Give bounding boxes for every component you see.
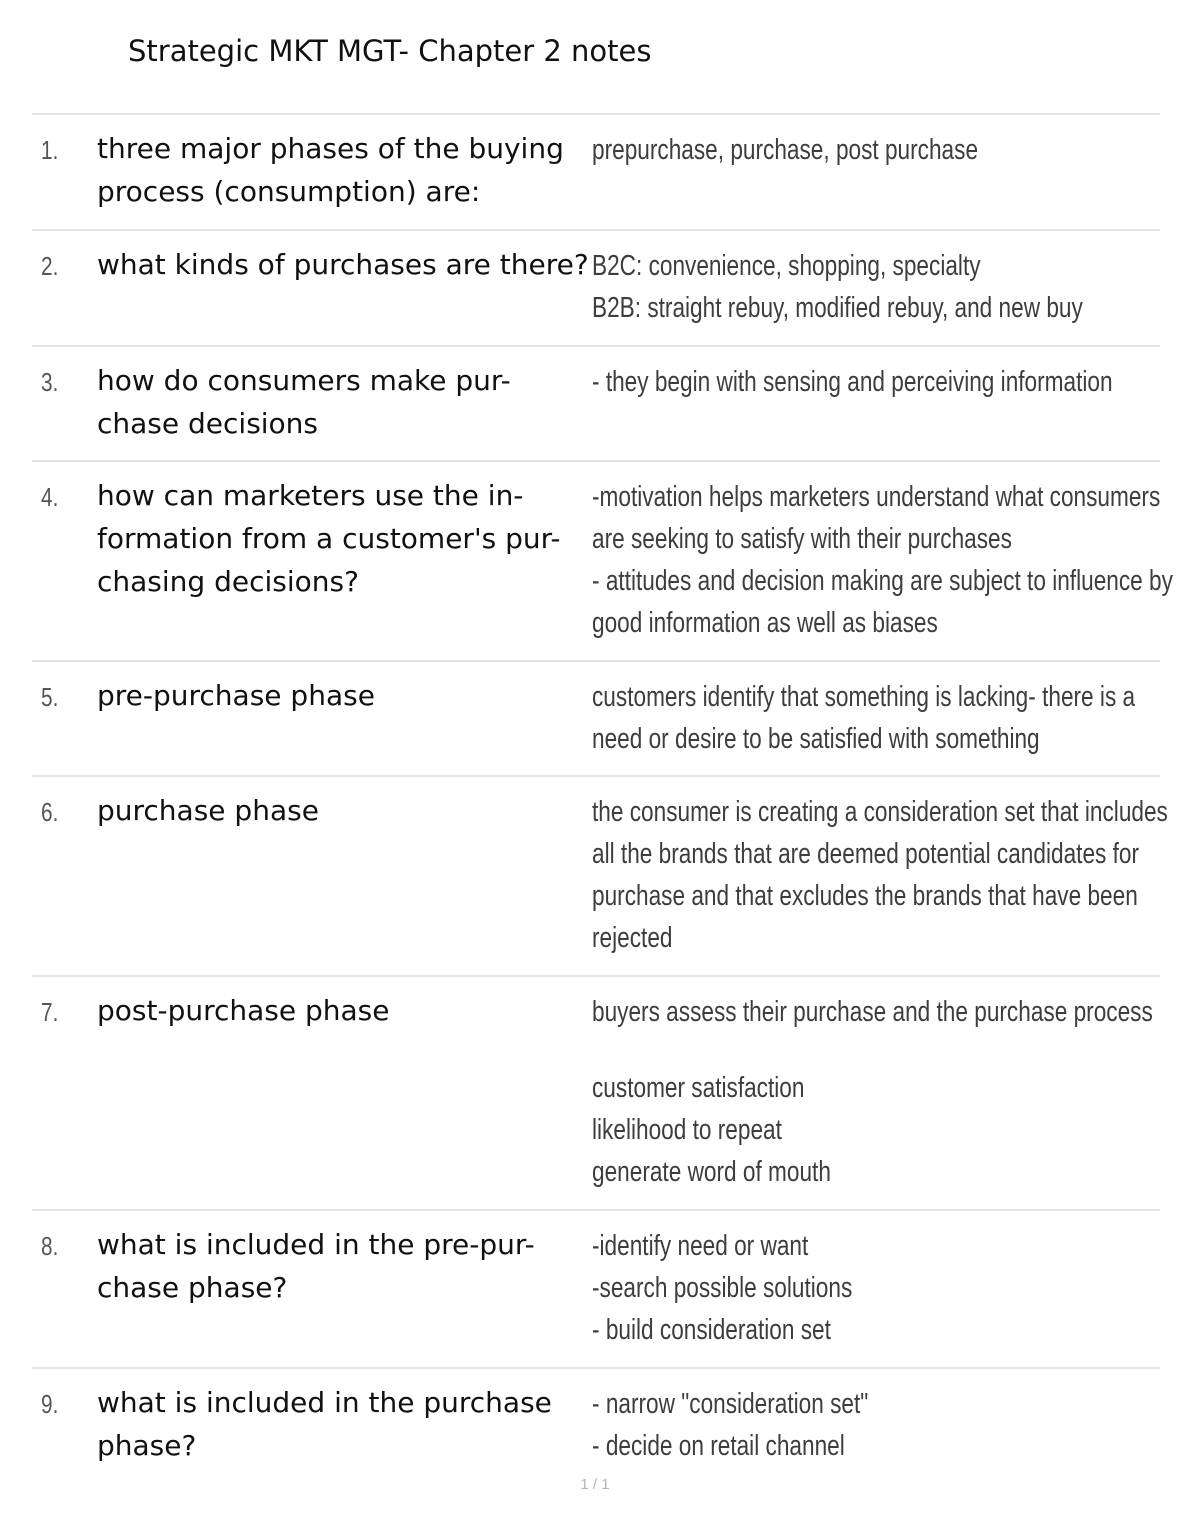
card-row [32,460,1173,660]
card-definition [592,991,1153,1193]
card-row [32,229,1160,345]
card-number: 9. [41,1389,59,1419]
card-number: 2. [41,251,59,281]
card-definition [592,676,1138,760]
definition-line: customers identify that something is lacking- there is a [592,681,1136,713]
flashcard-list [32,113,1173,1477]
definition-line: rejected [592,922,673,954]
card-number: 4. [41,482,59,512]
card-term: how do consumers make pur- chase decisions [97,364,511,440]
card-definition [592,476,1173,644]
card-definition [592,245,1138,329]
card-number: 5. [41,682,59,712]
definition-line: purchase and that excludes the brands that have been [592,880,1138,912]
card-term: purchase phase [97,794,319,827]
definition-line: B2C: convenience, shopping, specialty [592,250,981,282]
definition-line: all the brands that are deemed potential candidates for [592,838,1140,870]
definition-line: -motivation helps marketers understand what consumers [592,481,1161,513]
card-number: 6. [41,797,59,827]
definition-line: -identify need or want [592,1230,809,1262]
card-definition [592,1383,1138,1467]
card-term: post-purchase phase [97,994,390,1027]
card-number: 8. [41,1231,59,1261]
card-definition [592,791,1168,959]
definition-line: customer satisfaction [592,1072,805,1104]
definition-line: buyers assess their purchase and the purchase process [592,996,1153,1028]
card-row [32,660,1160,775]
card-term: three major phases of the buying process (consumption) are: [97,132,564,208]
definition-line: likelihood to repeat [592,1114,782,1146]
definition-line: - narrow "consideration set" [592,1388,869,1420]
definition-line: - decide on retail channel [592,1430,845,1462]
definition-line: the consumer is creating a consideration set that includes [592,796,1168,828]
card-row [32,775,1168,975]
card-number: 3. [41,367,59,397]
card-row [32,113,1160,229]
definition-line: - build consideration set [592,1314,831,1346]
definition-line: are seeking to satisfy with their purchases [592,523,1012,555]
card-definition [592,1225,1138,1351]
card-number: 7. [41,997,59,1027]
definition-line: -search possible solutions [592,1272,853,1304]
card-term: how can marketers use the in- formation from a customer's pur- chasing decisions? [97,479,561,598]
definition-line: - attitudes and decision making are subject to influence by [592,565,1173,597]
card-row [32,1367,1160,1477]
page-indicator: 1 / 1 [580,1476,610,1493]
card-definition [592,129,1138,171]
card-definition [592,361,1138,403]
definition-line: good information as well as biases [592,607,938,639]
definition-line: prepurchase, purchase, post purchase [592,134,979,166]
definition-spacer [592,1033,1138,1067]
definition-line: generate word of mouth [592,1156,831,1188]
card-row [32,345,1160,460]
card-row [32,975,1160,1209]
card-term: what is included in the purchase phase? [97,1386,552,1462]
card-term: what kinds of purchases are there? [97,248,589,281]
definition-line: need or desire to be satisfied with something [592,723,1040,755]
document-title: Strategic MKT MGT- Chapter 2 notes [128,34,652,68]
card-term: what is included in the pre-pur- chase phase? [97,1228,535,1304]
card-row [32,1209,1160,1367]
definition-line: B2B: straight rebuy, modified rebuy, and new buy [592,292,1083,324]
card-number: 1. [41,135,59,165]
card-term: pre-purchase phase [97,679,375,712]
definition-line: - they begin with sensing and perceiving information [592,366,1113,398]
